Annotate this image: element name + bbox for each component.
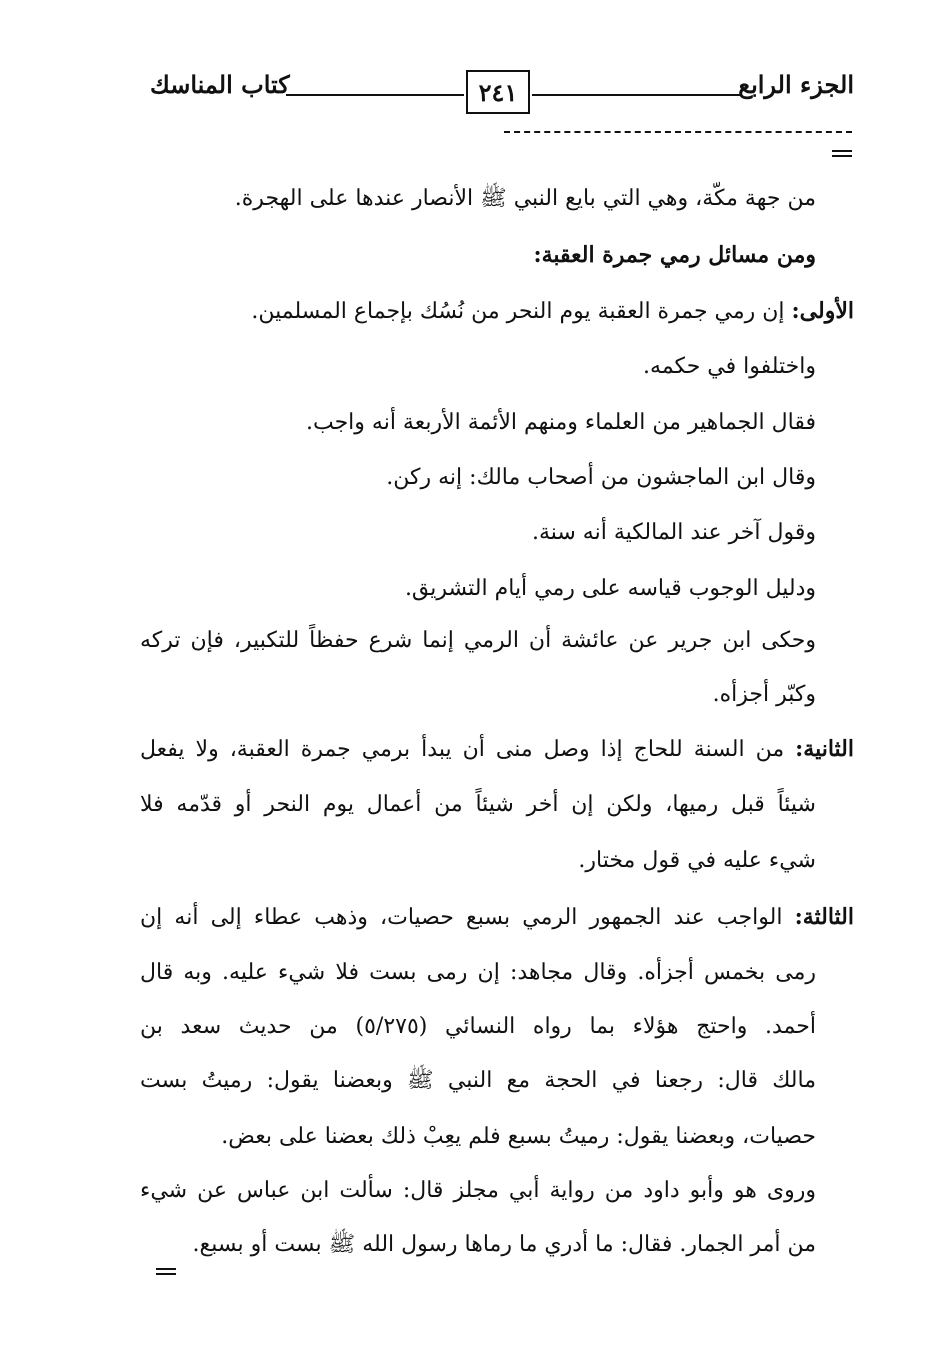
item-label: الأولى: bbox=[791, 298, 854, 324]
header-rule-left bbox=[286, 94, 464, 96]
text-line bbox=[140, 734, 854, 765]
text-line: وكبّر أجزأه. bbox=[712, 682, 816, 707]
header-book-title: كتاب المناسك bbox=[150, 70, 290, 99]
text-line: من أمر الجمار. فقال: ما أدري ما رماها رسول الله ﷺ بست أو بسبع. bbox=[192, 1232, 816, 1257]
text-line bbox=[251, 296, 854, 327]
text-line: أحمد. واحتج هؤلاء بما رواه النسائي (٥/٢٧٥) من حديث سعد بن bbox=[140, 1014, 816, 1039]
header-rule-right bbox=[532, 94, 742, 96]
text-line: شيئاً قبل رميها، ولكن إن أخر شيئاً من أعمال يوم النحر أو قدّمه فلا bbox=[140, 792, 816, 817]
text-line: مالك قال: رجعنا في الحجة مع النبي ﷺ وبعضنا يقول: رميتُ بست bbox=[140, 1068, 816, 1093]
item-text: من السنة للحاج إذا وصل منى أن يبدأ برمي جمرة العقبة، ولا يفعل bbox=[140, 737, 796, 762]
page-number: ٢٤١ bbox=[466, 70, 530, 114]
continuation-mark-bottom bbox=[156, 1268, 176, 1275]
item-label: الثانية: bbox=[795, 736, 854, 762]
section-heading: ومن مسائل رمي جمرة العقبة: bbox=[533, 242, 816, 268]
text-line: شيء عليه في قول مختار. bbox=[578, 848, 816, 873]
text-line: فقال الجماهير من العلماء ومنهم الأئمة الأربعة أنه واجب. bbox=[305, 410, 816, 435]
text-line: واختلفوا في حكمه. bbox=[643, 354, 816, 379]
text-line: ودليل الوجوب قياسه على رمي أيام التشريق. bbox=[404, 576, 816, 601]
item-text: الواجب عند الجمهور الرمي بسبع حصيات، وذهب عطاء إلى أنه إن bbox=[140, 905, 795, 930]
text-line: وروى هو وأبو داود من رواية أبي مجلز قال: سألت ابن عباس عن شيء bbox=[140, 1178, 816, 1203]
continuation-separator bbox=[504, 131, 852, 133]
item-text: إن رمي جمرة العقبة يوم النحر من نُسُك بإجماع المسلمين. bbox=[251, 299, 792, 324]
item-label: الثالثة: bbox=[794, 904, 854, 930]
continuation-mark-top bbox=[832, 150, 852, 157]
text-line: من جهة مكّة، وهي التي بايع النبي ﷺ الأنصار عندها على الهجرة. bbox=[234, 186, 816, 211]
text-line: وقول آخر عند المالكية أنه سنة. bbox=[531, 520, 816, 545]
header-part-title: الجزء الرابع bbox=[738, 70, 854, 99]
text-line bbox=[140, 902, 854, 933]
text-line: حصيات، وبعضنا يقول: رميتُ بسبع فلم يعِبْ ذلك بعضنا على بعض. bbox=[221, 1124, 816, 1149]
text-line: وحكى ابن جرير عن عائشة أن الرمي إنما شرع حفظاً للتكبير، فإن تركه bbox=[140, 628, 816, 653]
text-line: وقال ابن الماجشون من أصحاب مالك: إنه ركن. bbox=[386, 465, 816, 490]
text-line: رمى بخمس أجزأه. وقال مجاهد: إن رمى بست فلا شيء عليه. وبه قال bbox=[140, 960, 816, 985]
